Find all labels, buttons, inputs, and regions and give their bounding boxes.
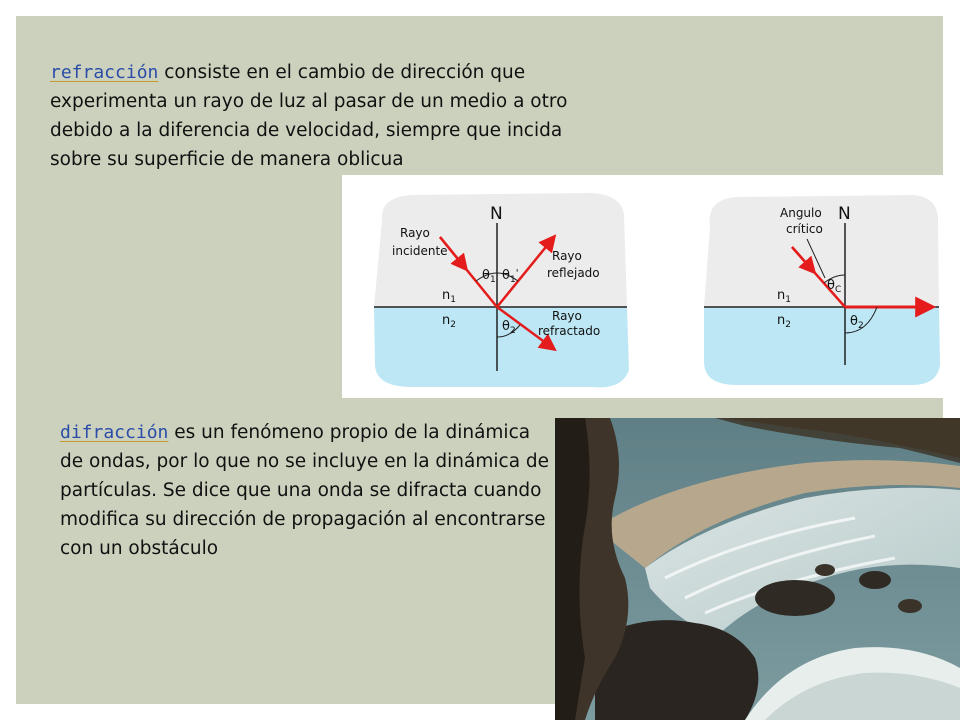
n1-label-left: $n_1$ (442, 288, 456, 305)
n2-label-right: $n_2$ (777, 313, 791, 330)
reflected-label-2: reflejado (547, 266, 600, 280)
refraction-paragraph (50, 58, 575, 174)
coast-photo (555, 418, 960, 720)
rock-2 (859, 571, 891, 589)
normal-label-left: N (490, 204, 503, 224)
rock-1 (755, 580, 835, 616)
diffraction-description: es un fenómeno propio de la dinámica de ondas, por lo que no se incluye en la dinámica de partículas. Se dice que una onda se difracta cuando modifica su dirección de propagación al encontrarse con un obstáculo (60, 422, 550, 559)
rock-4 (898, 599, 922, 613)
critical-label-1: Angulo (780, 206, 822, 220)
refracted-label-1: Rayo (552, 309, 582, 323)
theta1-label: $\theta_1$ (482, 268, 496, 285)
n1-label-right: $n_1$ (777, 288, 791, 305)
theta1-prime-label: $\theta_1'$ (502, 268, 519, 285)
incident-label-1: Rayo (400, 226, 430, 240)
theta2-right-label: $\theta_2$ (850, 314, 864, 331)
normal-label-right: N (838, 204, 851, 224)
incident-label-2: incidente (392, 244, 448, 258)
water-region-right (704, 307, 940, 385)
refraction-link[interactable]: refracción (50, 62, 159, 83)
reflection-refraction-diagram (374, 193, 629, 387)
diffraction-paragraph (60, 418, 555, 563)
critical-label-2: crítico (786, 222, 823, 236)
theta2-label: $\theta_2$ (502, 319, 516, 336)
n2-label-left: $n_2$ (442, 313, 456, 330)
refracted-label-2: refractado (538, 324, 601, 338)
critical-angle-diagram (704, 195, 940, 385)
refraction-description: consiste en el cambio de dirección que experimenta un rayo de luz al pasar de un medio a otro debido a la diferencia de velocidad, siempre que incida sobre su superficie de manera oblicua (50, 62, 568, 170)
reflected-label-1: Rayo (552, 249, 582, 263)
diffraction-link[interactable]: difracción (60, 422, 169, 443)
theta-c-label: $\theta_C$ (827, 278, 842, 295)
rock-3 (815, 564, 835, 576)
refraction-diagram (342, 175, 944, 398)
